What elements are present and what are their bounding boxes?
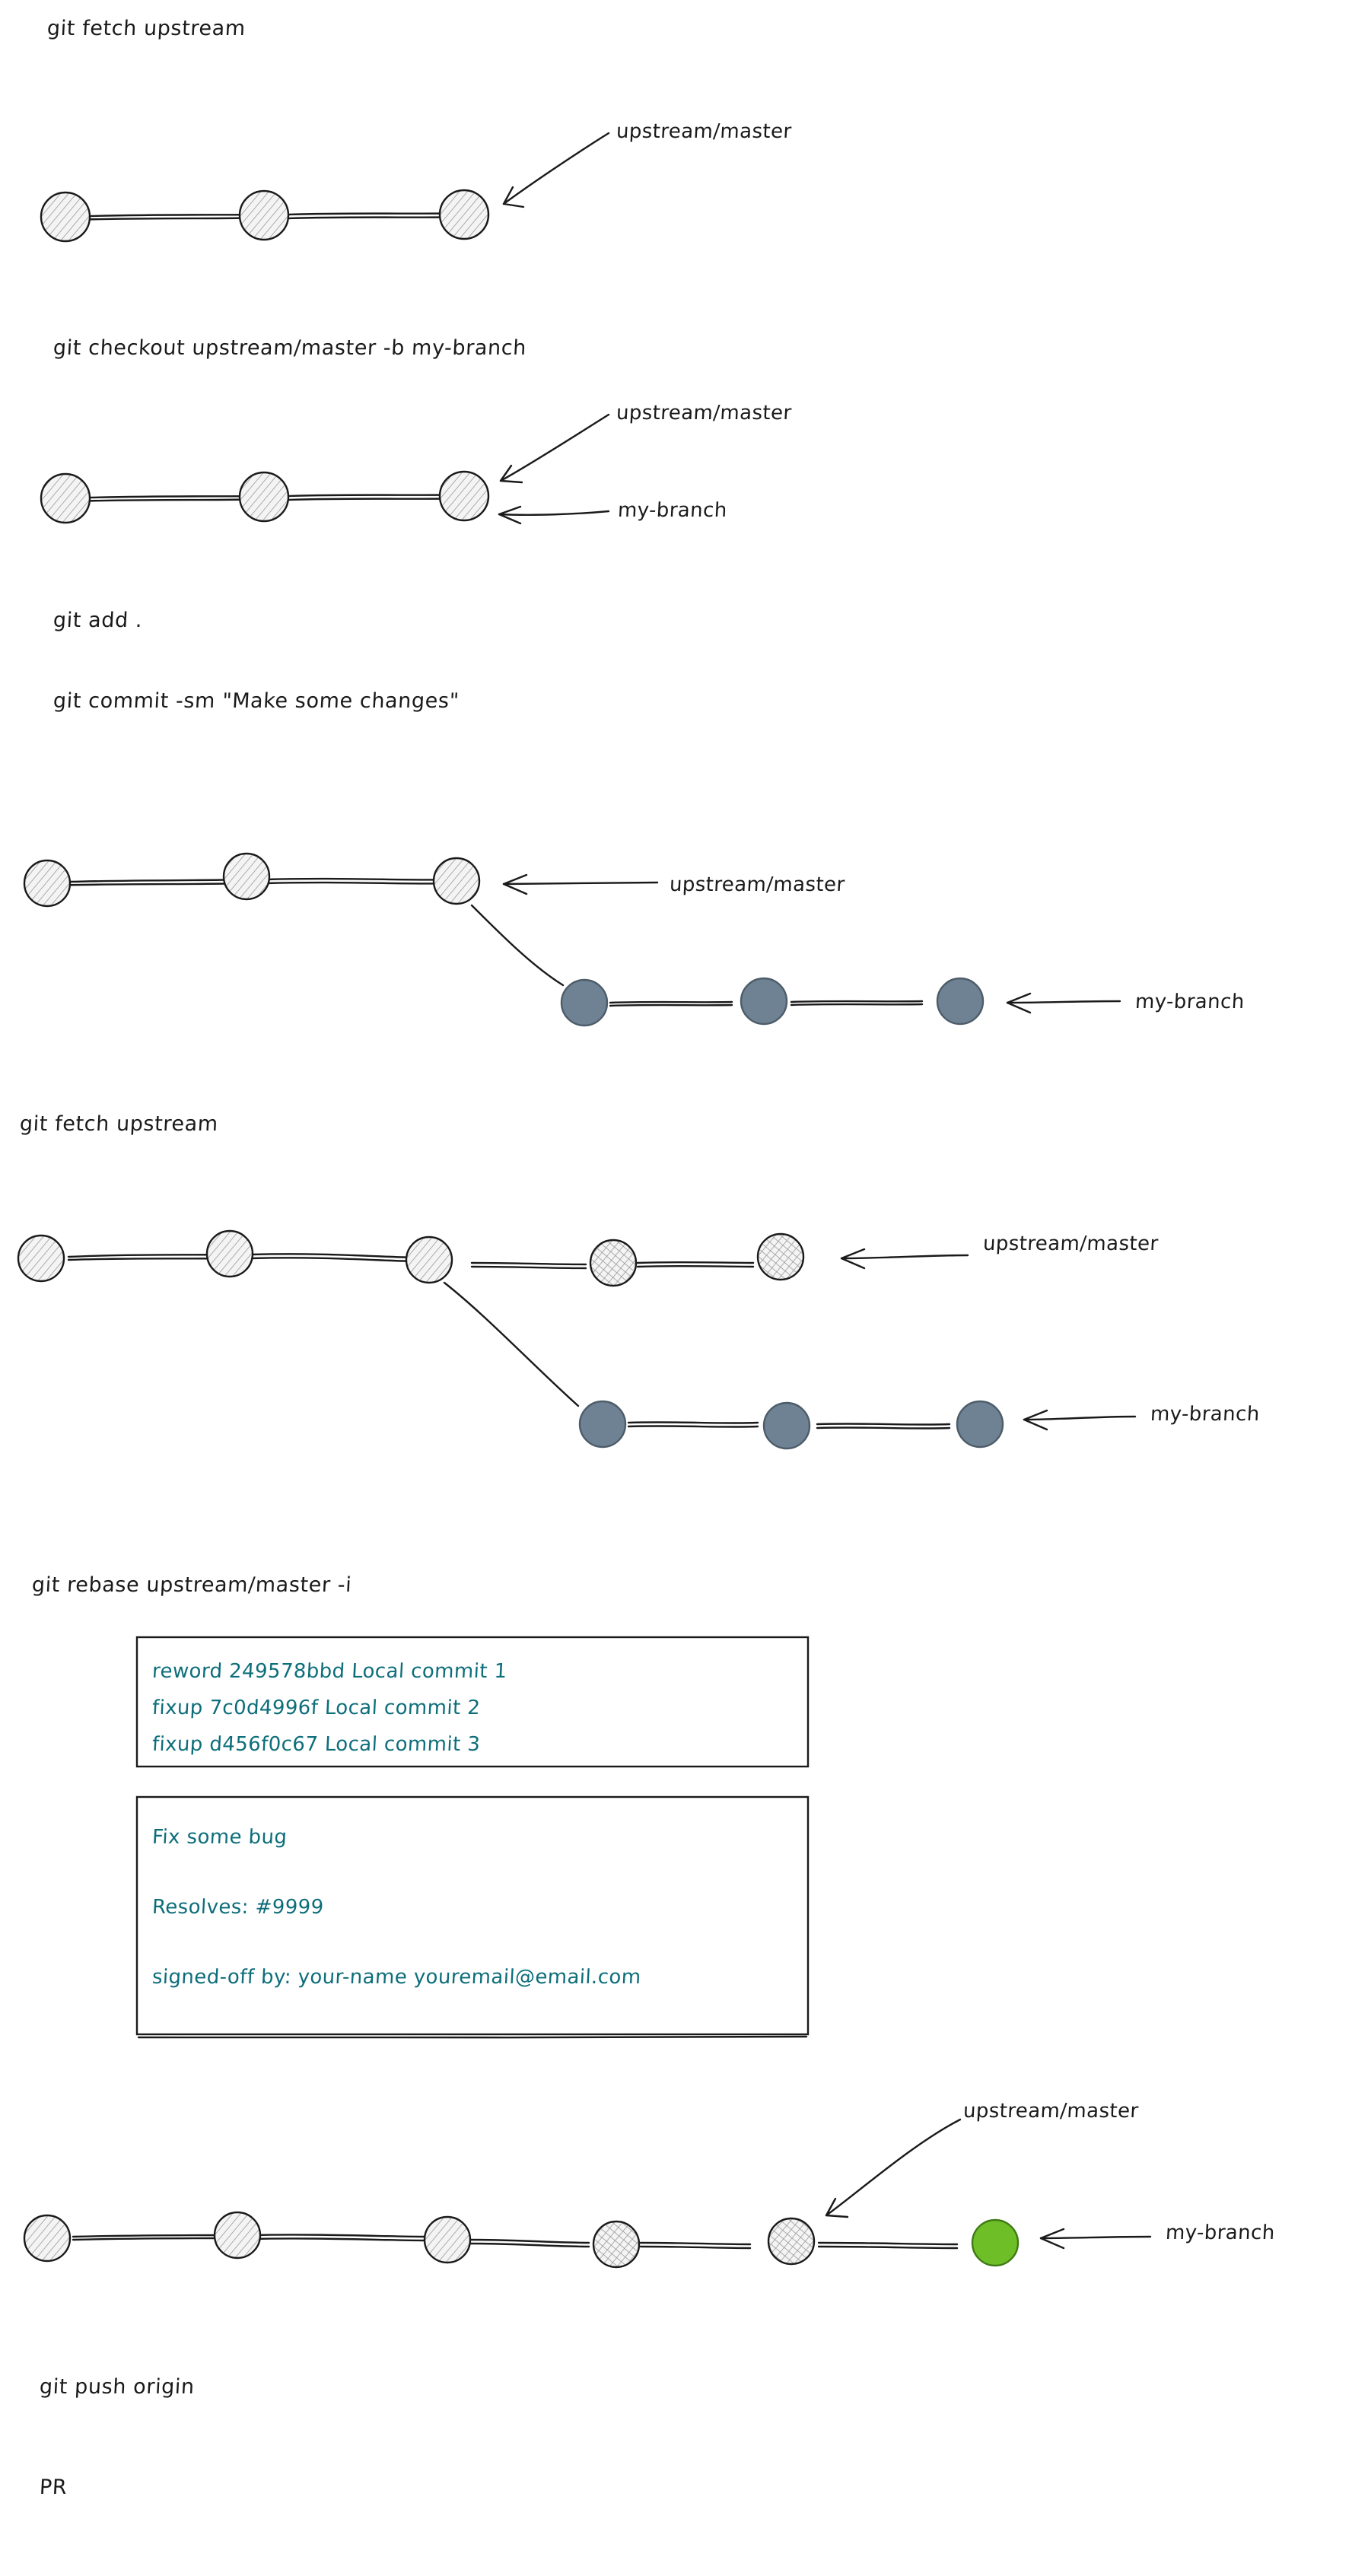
commit-node-upstream xyxy=(215,2212,260,2258)
edge-3d2 xyxy=(791,1004,922,1005)
edge-4c2 xyxy=(472,1267,586,1268)
edge-1a xyxy=(65,215,262,217)
edge-4a xyxy=(68,1255,222,1257)
rebase-todo-line-1: reword 249578bbd Local commit 1 xyxy=(151,1660,508,1683)
label-my-branch-6: my-branch xyxy=(1165,2221,1276,2244)
note-pr: PR xyxy=(39,2476,68,2499)
edge-3c2 xyxy=(610,1005,732,1006)
edge-3c xyxy=(610,1002,732,1003)
edge-6e xyxy=(819,2243,957,2244)
command-step3-add: git add . xyxy=(52,609,144,632)
edge-2b2 xyxy=(289,498,461,500)
commit-node-upstream-new xyxy=(768,2218,814,2264)
edge-1a2 xyxy=(65,218,262,220)
edge-4e xyxy=(628,1422,758,1423)
commit-node-local xyxy=(764,1403,810,1449)
commit-node-upstream-new xyxy=(590,1240,636,1286)
edge-4d2 xyxy=(638,1266,753,1267)
commit-node-upstream xyxy=(406,1237,452,1283)
edge-6d2 xyxy=(641,2247,750,2248)
commit-message-resolves: Resolves: #9999 xyxy=(151,1896,325,1919)
edge-6c2 xyxy=(470,2244,589,2247)
edge-6b2 xyxy=(251,2238,425,2240)
commit-node-local xyxy=(741,978,787,1024)
command-step3-commit: git commit -sm "Make some changes" xyxy=(52,689,460,713)
arrow-my-branch-3 xyxy=(1007,1001,1120,1003)
commit-message-subject: Fix some bug xyxy=(151,1826,288,1849)
rebase-todo-line-2: fixup 7c0d4996f Local commit 2 xyxy=(151,1697,482,1719)
label-my-branch-2: my-branch xyxy=(617,499,728,522)
command-step2-checkout: git checkout upstream/master -b my-branch xyxy=(52,336,527,360)
command-step1-fetch: git fetch upstream xyxy=(46,17,247,40)
commit-node-upstream xyxy=(440,190,488,239)
edge-branch-down-4 xyxy=(444,1283,578,1406)
arrow-upstream-master-2 xyxy=(501,415,609,481)
commit-node-upstream xyxy=(207,1231,253,1277)
label-my-branch-3: my-branch xyxy=(1134,991,1245,1013)
commit-node-upstream xyxy=(41,192,90,241)
label-upstream-master-4: upstream/master xyxy=(982,1232,1160,1255)
commit-node-upstream xyxy=(440,472,488,520)
commit-node-upstream xyxy=(240,472,288,521)
edge-2a xyxy=(65,496,262,498)
arrowhead-3a xyxy=(504,875,526,894)
edge-6a2 xyxy=(73,2238,218,2240)
edge-4d xyxy=(638,1262,753,1263)
commit-node-local xyxy=(937,978,983,1024)
edge-3a xyxy=(47,879,237,883)
arrow-upstream-master-1 xyxy=(504,133,609,204)
command-step5-rebase: git rebase upstream/master -i xyxy=(31,1573,353,1597)
arrowhead-4a xyxy=(841,1249,864,1268)
edge-4f2 xyxy=(817,1427,950,1428)
commit-node-upstream xyxy=(434,858,479,904)
commit-node-upstream xyxy=(24,2215,70,2261)
commit-node-upstream xyxy=(24,860,70,906)
label-upstream-master-2: upstream/master xyxy=(616,402,793,425)
edge-2a2 xyxy=(65,499,262,501)
commit-message-signoff: signed-off by: your-name youremail@email.com xyxy=(151,1966,642,1989)
arrow-upstream-master-6 xyxy=(826,2120,960,2215)
arrow-my-branch-2 xyxy=(499,511,609,515)
edge-4a2 xyxy=(68,1258,222,1260)
edge-3d xyxy=(791,1001,922,1002)
arrowhead-3b xyxy=(1007,994,1030,1013)
rebase-todo-line-3: fixup d456f0c67 Local commit 3 xyxy=(151,1733,482,1756)
edge-2b xyxy=(289,495,461,496)
commit-node-upstream xyxy=(240,191,288,240)
arrow-upstream-master-3 xyxy=(504,883,657,884)
edge-1b xyxy=(289,213,461,215)
edge-branch-down-3 xyxy=(472,905,563,985)
commit-node-local xyxy=(580,1401,625,1447)
label-upstream-master-6: upstream/master xyxy=(962,2100,1140,2123)
edge-6d xyxy=(641,2243,750,2244)
command-step6-push: git push origin xyxy=(39,2375,196,2399)
commit-node-upstream xyxy=(425,2217,470,2263)
edge-1b2 xyxy=(289,217,461,218)
edge-4b xyxy=(251,1254,428,1258)
commit-node-upstream xyxy=(41,474,90,523)
arrowhead-6a xyxy=(826,2199,848,2217)
edge-6b xyxy=(251,2234,425,2237)
arrow-my-branch-6 xyxy=(1041,2237,1150,2238)
arrowhead-1 xyxy=(504,187,523,207)
arrowhead-2a xyxy=(501,466,522,482)
commit-node-upstream-new xyxy=(758,1234,803,1280)
edge-4b2 xyxy=(251,1258,428,1261)
commit-node-local xyxy=(561,980,607,1026)
edge-3a2 xyxy=(47,883,237,886)
edge-4f xyxy=(817,1423,950,1424)
edge-6e2 xyxy=(819,2247,957,2248)
command-step4-fetch: git fetch upstream xyxy=(19,1112,219,1136)
arrow-my-branch-4 xyxy=(1024,1417,1135,1420)
edge-6a xyxy=(73,2235,218,2237)
label-my-branch-4: my-branch xyxy=(1150,1403,1261,1426)
commit-node-upstream xyxy=(18,1236,64,1281)
commit-node-final xyxy=(972,2220,1018,2266)
commit-node-upstream-new xyxy=(593,2221,639,2267)
arrowhead-4b xyxy=(1024,1410,1047,1430)
label-upstream-master-1: upstream/master xyxy=(616,120,793,143)
commit-node-local xyxy=(957,1401,1003,1447)
commit-node-upstream xyxy=(224,854,269,899)
label-upstream-master-3: upstream/master xyxy=(669,873,846,896)
edge-4c xyxy=(472,1263,586,1264)
arrow-upstream-master-4 xyxy=(841,1255,968,1258)
arrowhead-2b xyxy=(499,507,520,523)
edge-6c xyxy=(470,2240,589,2243)
arrowhead-6b xyxy=(1041,2229,1064,2248)
